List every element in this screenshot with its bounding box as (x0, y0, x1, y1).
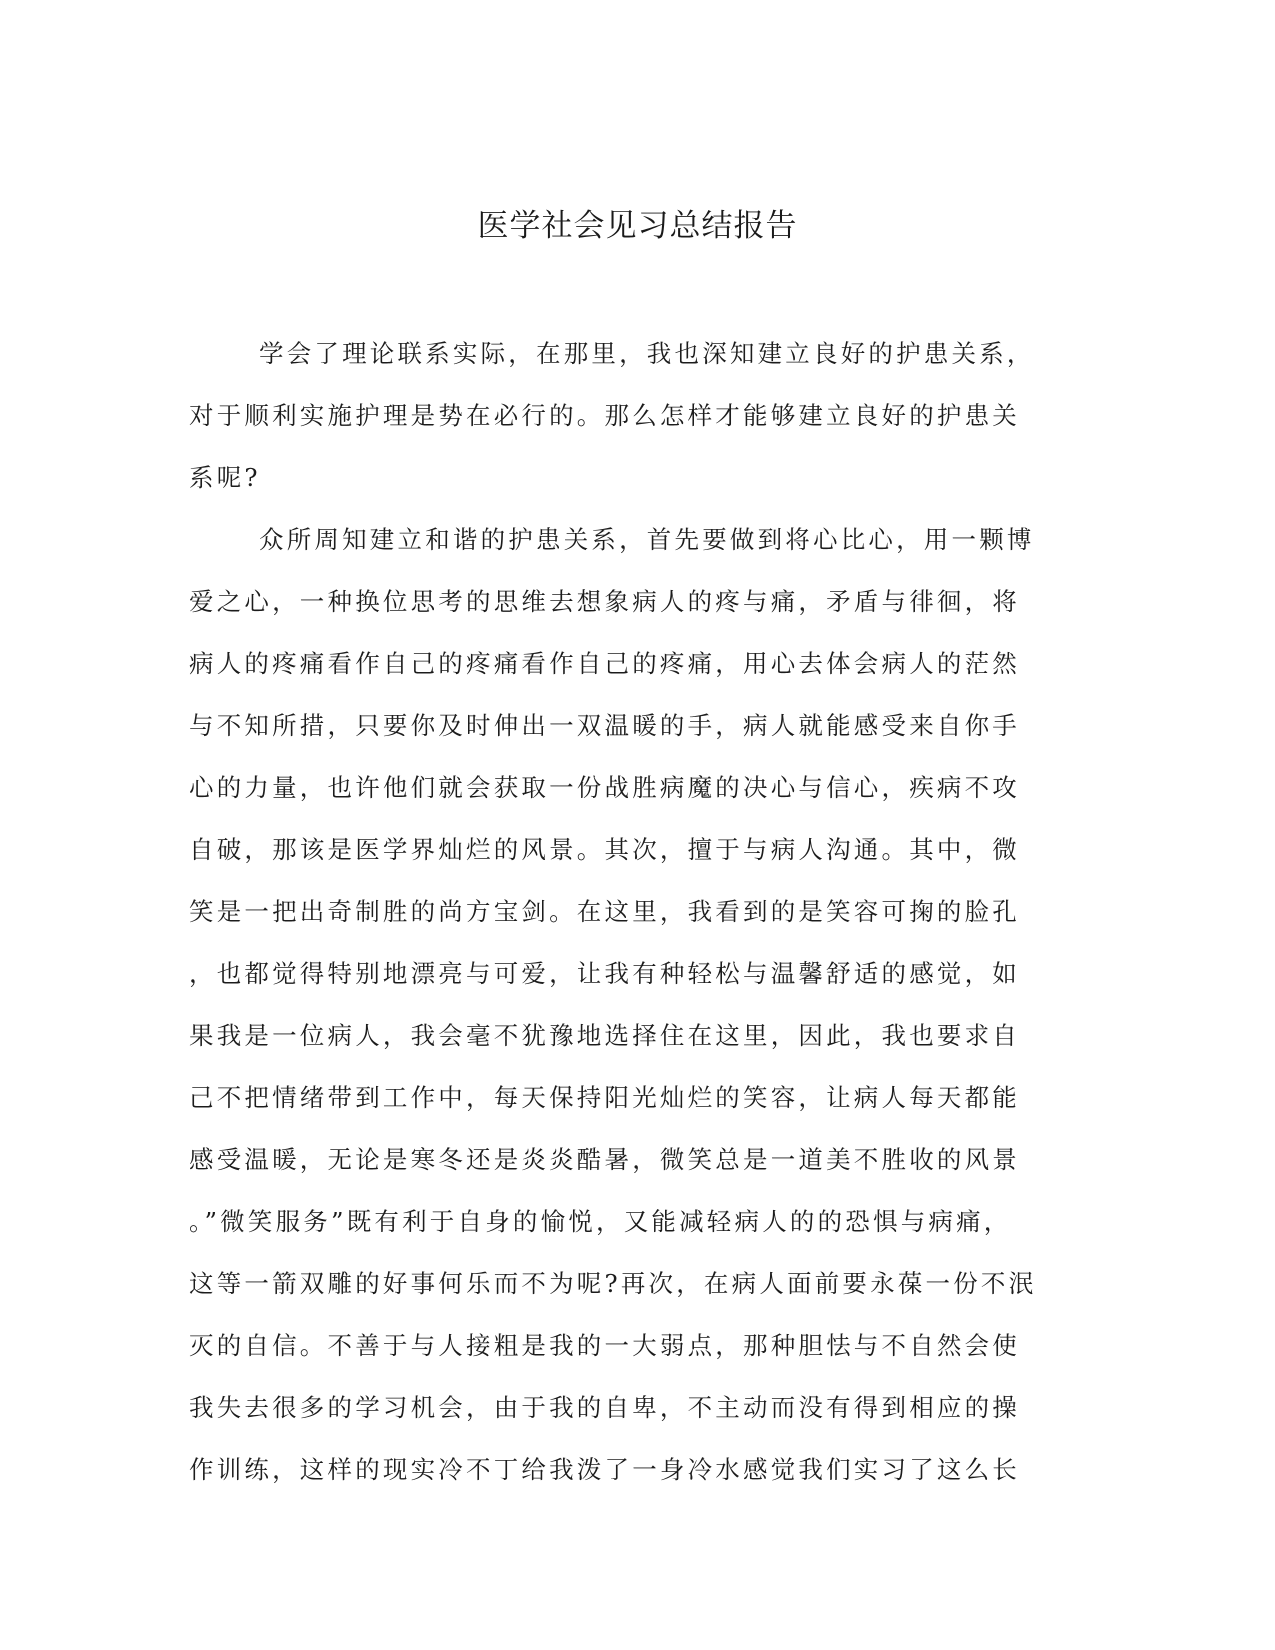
text-line: 对于顺利实施护理是势在必行的。那么怎样才能够建立良好的护患关 (189, 401, 1020, 430)
text-line: 感受温暖，无论是寒冬还是炎炎酷暑，微笑总是一道美不胜收的风景 (189, 1145, 1020, 1174)
text-line: 系呢? (189, 463, 261, 492)
text-line: 。”微笑服务”既有利于自身的愉悦，又能减轻病人的的恐惧与病痛， (189, 1207, 1012, 1236)
text-line: 己不把情绪带到工作中，每天保持阳光灿烂的笑容，让病人每天都能 (189, 1083, 1020, 1112)
text-line: 自破，那该是医学界灿烂的风景。其次，擅于与病人沟通。其中，微 (189, 835, 1020, 864)
text-line: ，也都觉得特别地漂亮与可爱，让我有种轻松与温馨舒适的感觉，如 (189, 959, 1020, 988)
text-line: 学会了理论联系实际，在那里，我也深知建立良好的护患关系， (259, 339, 1035, 368)
text-line: 众所周知建立和谐的护患关系，首先要做到将心比心，用一颗博 (259, 525, 1035, 554)
text-line: 作训练，这样的现实冷不丁给我泼了一身冷水感觉我们实习了这么长 (189, 1455, 1020, 1484)
text-line: 我失去很多的学习机会，由于我的自卑，不主动而没有得到相应的操 (189, 1393, 1020, 1422)
document-title: 医学社会见习总结报告 (477, 208, 798, 244)
text-line: 灭的自信。不善于与人接粗是我的一大弱点，那种胆怯与不自然会使 (189, 1331, 1020, 1360)
text-line: 心的力量，也许他们就会获取一份战胜病魔的决心与信心，疾病不攻 (189, 773, 1020, 802)
text-line: 爱之心，一种换位思考的思维去想象病人的疼与痛，矛盾与徘徊，将 (189, 587, 1020, 616)
text-line: 病人的疼痛看作自己的疼痛看作自己的疼痛，用心去体会病人的茫然 (189, 649, 1020, 678)
text-line: 与不知所措，只要你及时伸出一双温暖的手，病人就能感受来自你手 (189, 711, 1020, 740)
text-line: 笑是一把出奇制胜的尚方宝剑。在这里，我看到的是笑容可掬的脸孔 (189, 897, 1020, 926)
document-body (189, 323, 1059, 1501)
text-line: 果我是一位病人，我会毫不犹豫地选择住在这里，因此，我也要求自 (189, 1021, 1020, 1050)
text-line: 这等一箭双雕的好事何乐而不为呢?再次，在病人面前要永葆一份不泯 (189, 1269, 1037, 1298)
